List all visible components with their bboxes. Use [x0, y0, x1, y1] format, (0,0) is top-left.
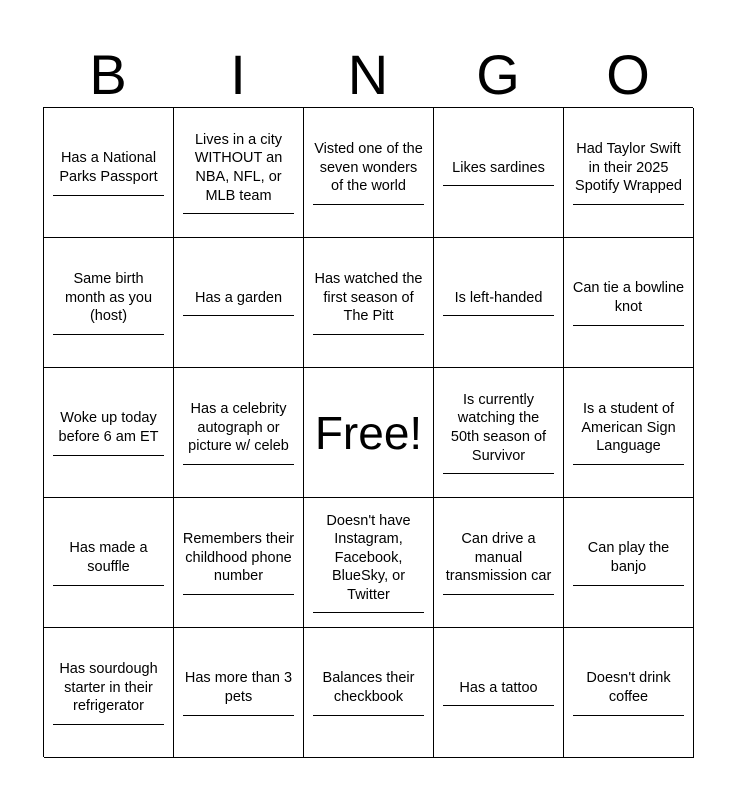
- cell-text: Visted one of the seven wonders of the world: [314, 141, 423, 195]
- free-space-label: Free!: [314, 406, 423, 459]
- cell-text: Can tie a bowline knot: [572, 280, 685, 315]
- cell-text: Has sourdough starter in their refrigerator: [59, 661, 158, 715]
- signature-line: [313, 334, 424, 335]
- bingo-cell[interactable]: [304, 238, 434, 368]
- header-letter-n: N: [347, 43, 389, 106]
- bingo-cell[interactable]: [564, 238, 694, 368]
- signature-line: [573, 204, 684, 205]
- cell-text: Has watched the first season of The Pitt: [314, 271, 423, 325]
- bingo-grid: [43, 107, 693, 757]
- signature-line: [53, 455, 164, 456]
- signature-line: [573, 715, 684, 716]
- signature-line: [183, 464, 294, 465]
- cell-text: Woke up today before 6 am ET: [58, 410, 159, 445]
- header-letter-g: G: [476, 43, 520, 106]
- bingo-cell[interactable]: [304, 108, 434, 238]
- signature-line: [183, 715, 294, 716]
- bingo-cell[interactable]: [564, 368, 694, 498]
- cell-text: Balances their checkbook: [322, 670, 415, 705]
- signature-line: [443, 705, 554, 706]
- cell-text: Doesn't drink coffee: [586, 670, 671, 705]
- cell-text: Has a celebrity autograph or picture w/ celeb: [188, 401, 289, 455]
- cell-text: Doesn't have Instagram, Facebook, BlueSky, or Twitter: [326, 512, 411, 603]
- signature-line: [313, 204, 424, 205]
- free-space-cell[interactable]: [304, 368, 434, 498]
- signature-line: [573, 464, 684, 465]
- signature-line: [443, 185, 554, 186]
- cell-text: Remembers their childhood phone number: [182, 531, 295, 585]
- cell-text: Had Taylor Swift in their 2025 Spotify Wrapped: [575, 141, 682, 195]
- header-letter-o: O: [606, 43, 650, 106]
- cell-text: Same birth month as you (host): [64, 271, 153, 325]
- signature-line: [313, 715, 424, 716]
- cell-text: Is left-handed: [454, 289, 543, 306]
- bingo-cell[interactable]: [44, 498, 174, 628]
- bingo-cell[interactable]: [434, 628, 564, 758]
- signature-line: [443, 594, 554, 595]
- signature-line: [573, 325, 684, 326]
- signature-line: [313, 612, 424, 613]
- cell-text: Has a National Parks Passport: [59, 150, 158, 185]
- bingo-cell[interactable]: [434, 108, 564, 238]
- bingo-cell[interactable]: [44, 238, 174, 368]
- cell-text: Likes sardines: [452, 159, 545, 176]
- signature-line: [183, 594, 294, 595]
- signature-line: [573, 585, 684, 586]
- cell-text: Has more than 3 pets: [184, 670, 293, 705]
- cell-text: Has a tattoo: [459, 679, 538, 696]
- bingo-cell[interactable]: [564, 498, 694, 628]
- bingo-cell[interactable]: [564, 108, 694, 238]
- header-letter-b: B: [89, 43, 127, 106]
- cell-text: Has made a souffle: [69, 540, 148, 575]
- cell-text: Can drive a manual transmission car: [445, 531, 552, 585]
- bingo-header: [43, 44, 693, 106]
- cell-text: Can play the banjo: [587, 540, 670, 575]
- signature-line: [443, 473, 554, 474]
- cell-text: Is a student of American Sign Language: [581, 401, 676, 455]
- cell-text: Lives in a city WITHOUT an NBA, NFL, or MLB team: [194, 131, 283, 204]
- bingo-cell[interactable]: [174, 498, 304, 628]
- bingo-cell[interactable]: [304, 628, 434, 758]
- signature-line: [53, 195, 164, 196]
- header-letter-i: I: [230, 43, 246, 106]
- signature-line: [53, 585, 164, 586]
- bingo-cell[interactable]: [174, 628, 304, 758]
- bingo-cell[interactable]: [434, 238, 564, 368]
- signature-line: [443, 315, 554, 316]
- bingo-cell[interactable]: [174, 238, 304, 368]
- bingo-cell[interactable]: [174, 368, 304, 498]
- bingo-cell[interactable]: [44, 108, 174, 238]
- signature-line: [183, 315, 294, 316]
- signature-line: [53, 724, 164, 725]
- bingo-cell[interactable]: [564, 628, 694, 758]
- bingo-cell[interactable]: [44, 628, 174, 758]
- bingo-cell[interactable]: [434, 368, 564, 498]
- signature-line: [183, 213, 294, 214]
- cell-text: Is currently watching the 50th season of Survivor: [450, 391, 547, 464]
- bingo-cell[interactable]: [44, 368, 174, 498]
- bingo-cell[interactable]: [174, 108, 304, 238]
- bingo-cell[interactable]: [304, 498, 434, 628]
- signature-line: [53, 334, 164, 335]
- cell-text: Has a garden: [194, 289, 283, 306]
- bingo-cell[interactable]: [434, 498, 564, 628]
